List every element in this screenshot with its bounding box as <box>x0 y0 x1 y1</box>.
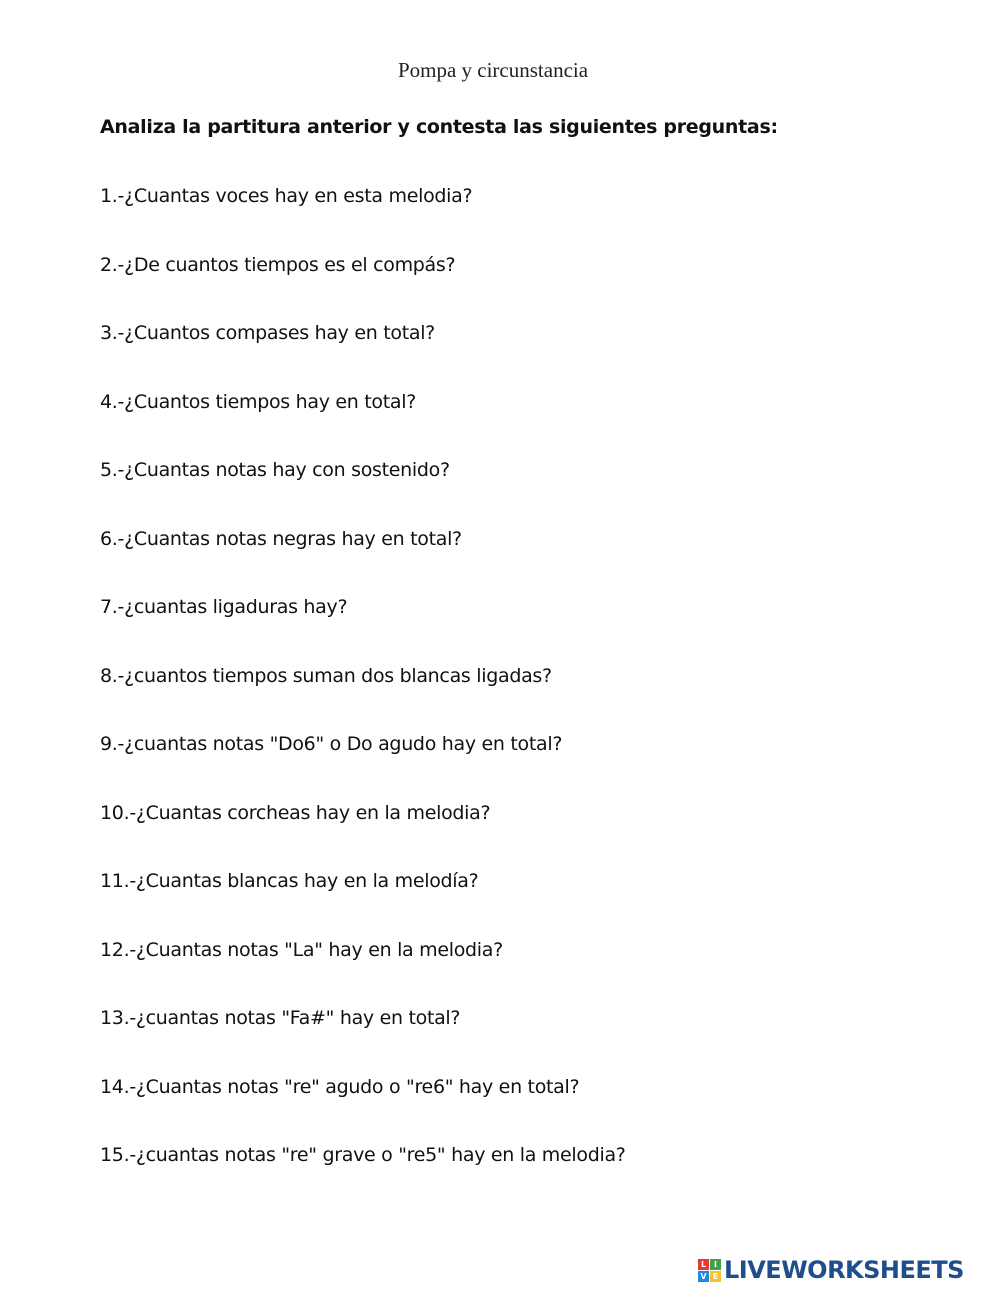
question-item: 12.-¿Cuantas notas "La" hay en la melodia? <box>100 938 503 961</box>
liveworksheets-logo <box>698 1256 964 1284</box>
logo-letter-e: E <box>710 1271 721 1282</box>
instructions-text: Analiza la partitura anterior y contesta las siguientes preguntas: <box>100 116 778 138</box>
question-item: 14.-¿Cuantas notas "re" agudo o "re6" hay en total? <box>100 1075 580 1098</box>
logo-letter-l: L <box>698 1259 709 1270</box>
question-list <box>100 182 626 1210</box>
question-item: 10.-¿Cuantas corcheas hay en la melodia? <box>100 801 491 824</box>
question-item: 9.-¿cuantas notas "Do6" o Do agudo hay en total? <box>100 733 563 755</box>
question-item: 11.-¿Cuantas blancas hay en la melodía? <box>100 870 479 892</box>
liveworksheets-icon <box>698 1259 721 1282</box>
question-item: 1.-¿Cuantas voces hay en esta melodia? <box>100 185 473 207</box>
logo-letter-i: I <box>710 1259 721 1270</box>
document-title: Pompa y circunstancia <box>397 58 589 82</box>
question-item: 3.-¿Cuantos compases hay en total? <box>100 322 435 344</box>
question-item: 6.-¿Cuantas notas negras hay en total? <box>100 527 462 550</box>
logo-letter-v: V <box>698 1271 709 1282</box>
question-item: 2.-¿De cuantos tiempos es el compás? <box>100 253 456 276</box>
question-item: 5.-¿Cuantas notas hay con sostenido? <box>100 459 450 481</box>
logo-text: LIVEWORKSHEETS <box>724 1256 964 1284</box>
question-item: 13.-¿cuantas notas "Fa#" hay en total? <box>100 1007 461 1029</box>
question-item: 4.-¿Cuantos tiempos hay en total? <box>100 390 416 413</box>
question-item: 15.-¿cuantas notas "re" grave o "re5" hay en la melodia? <box>100 1144 626 1166</box>
question-item: 7.-¿cuantas ligaduras hay? <box>100 596 348 618</box>
question-item: 8.-¿cuantos tiempos suman dos blancas ligadas? <box>100 664 552 687</box>
